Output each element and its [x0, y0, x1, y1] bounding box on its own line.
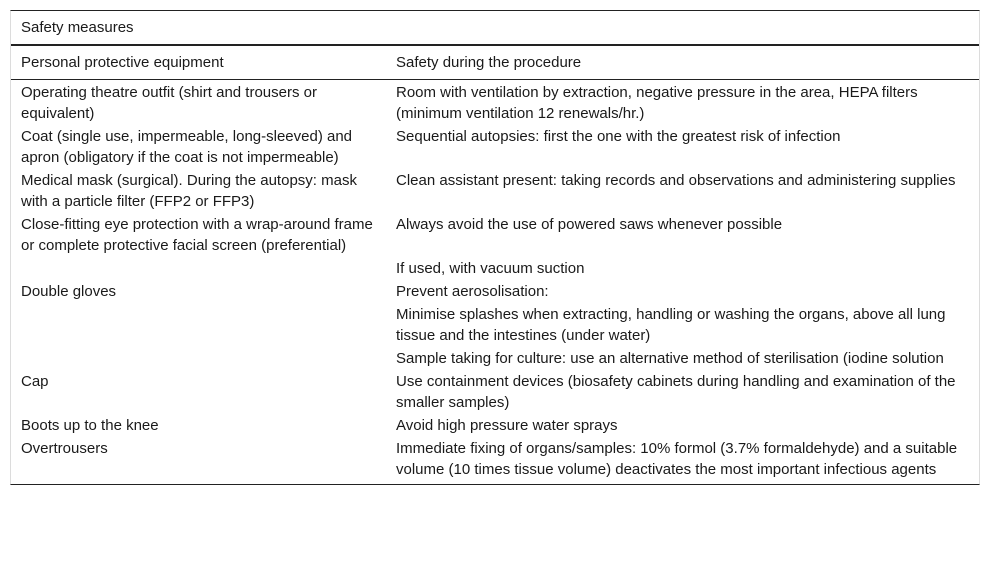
cell-procedure: Prevent aerosolisation:: [396, 283, 549, 300]
column-header-ppe: Personal protective equipment: [11, 45, 386, 80]
cell-ppe: Overtrousers: [21, 440, 108, 457]
cell-procedure: Use containment devices (biosafety cabinets during handling and examination of the smaller samples): [396, 373, 956, 411]
table-row: [11, 280, 979, 303]
table-row: [11, 437, 979, 484]
cell-ppe: Double gloves: [21, 283, 117, 300]
cell-procedure: If used, with vacuum suction: [396, 260, 585, 277]
table: [11, 11, 979, 484]
column-header-procedure: Safety during the procedure: [386, 45, 979, 80]
table-header-row: [11, 45, 979, 80]
cell-procedure: Sample taking for culture: use an alternative method of sterilisation (iodine solution: [396, 350, 944, 367]
cell-ppe: [11, 347, 386, 370]
cell-ppe: Cap: [21, 373, 49, 390]
table-row: [11, 169, 979, 213]
cell-ppe: Medical mask (surgical). During the autopsy: mask with a particle filter (FFP2 or FFP3): [21, 172, 357, 210]
cell-procedure: Room with ventilation by extraction, negative pressure in the area, HEPA filters (minimum ventilation 12 renewals/hr.): [396, 84, 918, 122]
cell-ppe: [11, 303, 386, 347]
cell-procedure: Minimise splashes when extracting, handling or washing the organs, above all lung tissue and the intestines (under water): [396, 306, 946, 344]
safety-measures-table: [10, 10, 980, 485]
table-caption-row: [11, 11, 979, 45]
table-row: [11, 347, 979, 370]
cell-procedure: Avoid high pressure water sprays: [396, 417, 618, 434]
cell-procedure: Immediate fixing of organs/samples: 10% formol (3.7% formaldehyde) and a suitable volume (10 times tissue volume) deactivates the most important infectious agents: [396, 440, 958, 478]
table-row: [11, 370, 979, 414]
table-caption: Safety measures: [11, 11, 979, 45]
cell-procedure: Sequential autopsies: first the one with the greatest risk of infection: [396, 128, 841, 145]
cell-ppe: Boots up to the knee: [21, 417, 159, 434]
table-row: [11, 257, 979, 280]
table-row: [11, 125, 979, 169]
cell-ppe: Close-fitting eye protection with a wrap-around frame or complete protective facial screen (preferential): [21, 216, 373, 254]
table-row: [11, 414, 979, 437]
cell-procedure: Always avoid the use of powered saws whenever possible: [396, 216, 783, 233]
table-row: [11, 213, 979, 257]
cell-ppe: Coat (single use, impermeable, long-sleeved) and apron (obligatory if the coat is not impermeable): [21, 128, 353, 166]
cell-ppe: Operating theatre outfit (shirt and trousers or equivalent): [21, 84, 317, 122]
table-row: [11, 303, 979, 347]
cell-ppe: [11, 257, 386, 280]
table-row: [11, 80, 979, 126]
cell-procedure: Clean assistant present: taking records and observations and administering supplies: [396, 172, 956, 189]
